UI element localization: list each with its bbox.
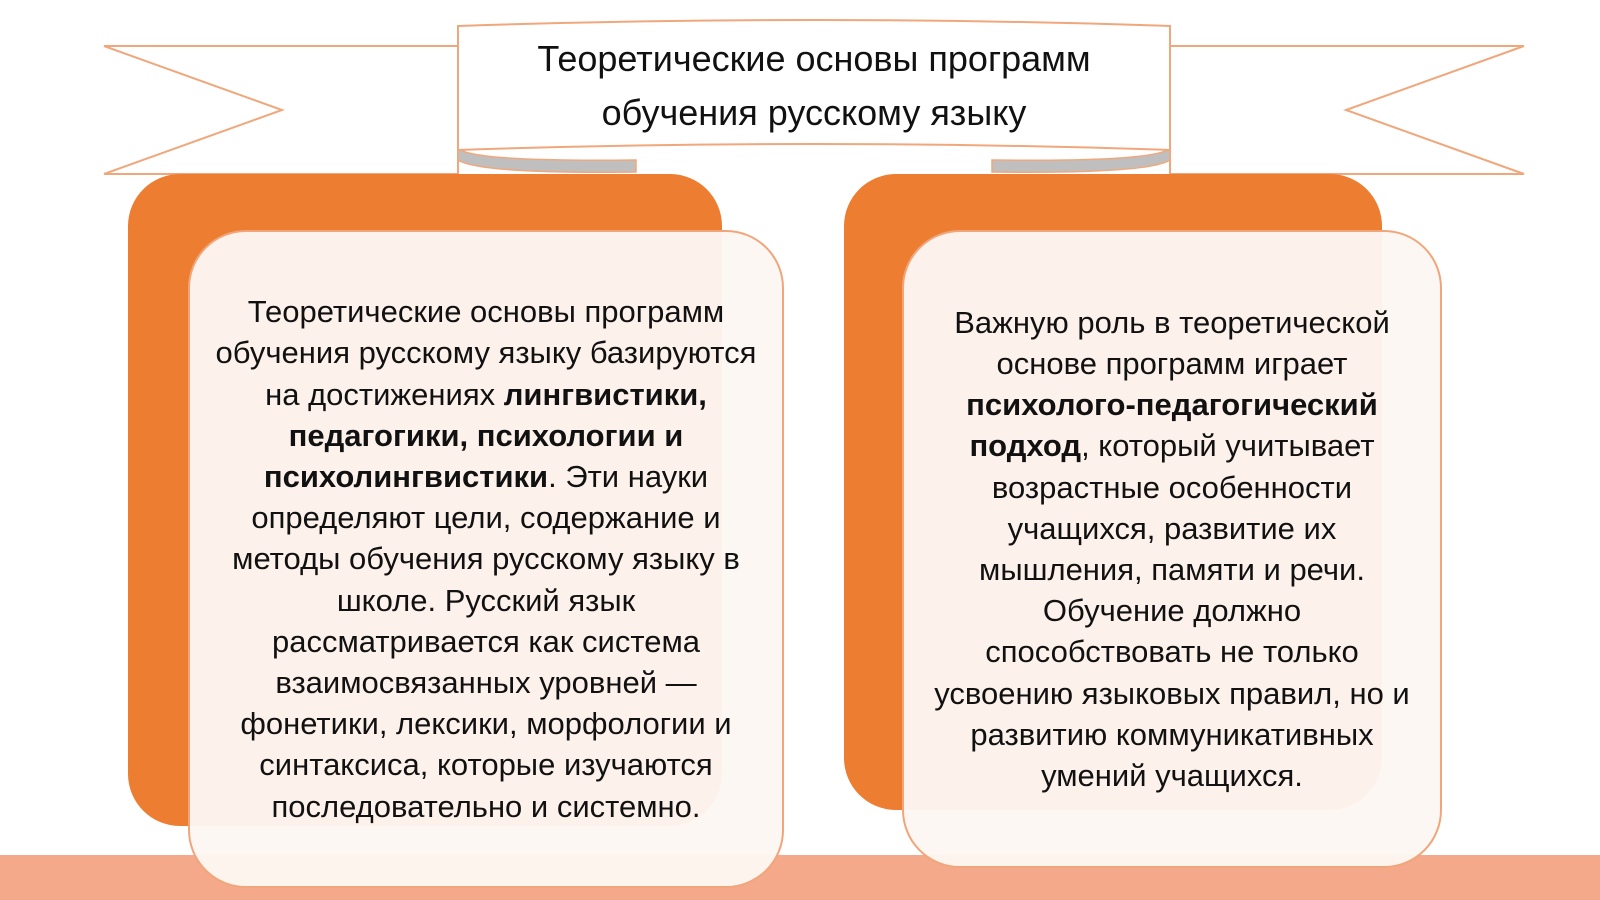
left-card-text-start: Теоретические основы программ обучения русскому языку базируются на достижениях bbox=[215, 294, 757, 412]
ribbon-right-tail bbox=[1170, 46, 1524, 174]
left-card-bold-text: лингвистики, педагогики, психологии и психолингвистики bbox=[263, 376, 707, 494]
left-text-card bbox=[188, 230, 784, 888]
ribbon-right-fold bbox=[992, 148, 1170, 172]
title-line-2: обучения русскому языку bbox=[601, 92, 1027, 133]
title-line-1: Теоретические основы программ bbox=[537, 38, 1091, 79]
right-card-paragraph bbox=[926, 302, 1418, 796]
left-card-paragraph bbox=[212, 291, 760, 827]
ribbon-left-tail bbox=[104, 46, 458, 174]
right-card-text-end: , который учитывает возрастные особенности учащихся, развитие их мышления, памяти и речи. Обучение должно способствовать не только усвоению языковых правил, но и развитию коммуникативных умений учащихся. bbox=[934, 428, 1410, 794]
right-card-text-start: Важную роль в теоретической основе программ играет bbox=[954, 304, 1390, 381]
right-card-bold-text: психолого-педагогический подход bbox=[966, 387, 1378, 464]
left-card-text-end: . Эти науки определяют цели, содержание и методы обучения русскому языку в школе. Русский язык рассматривается как система взаимосвязанных уровней — фонетики, лексики, морфологии и синтаксиса, которые изучаются последовательно и системно. bbox=[232, 458, 740, 824]
slide-title bbox=[458, 28, 1170, 144]
right-text-card bbox=[902, 230, 1442, 868]
ribbon-left-fold bbox=[458, 148, 636, 172]
